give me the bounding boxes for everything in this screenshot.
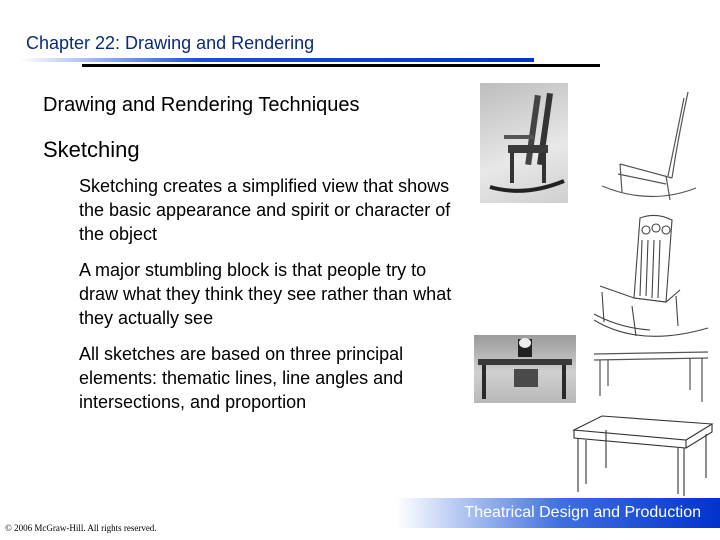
copyright-notice: © 2006 McGraw-Hill. All rights reserved. <box>5 523 157 533</box>
table-photo <box>474 335 576 403</box>
rocking-chair-sketch-detail <box>590 210 714 346</box>
slide-heading: Drawing and Rendering Techniques <box>43 94 360 116</box>
slide-subheading: Sketching <box>43 137 140 162</box>
bullet-text: A major stumbling block is that people try to draw what they think they see rather than what they actually see <box>79 260 452 328</box>
table-sketch-perspective <box>566 412 716 498</box>
bullet-text: All sketches are based on three principal elements: thematic lines, line angles and intersections, and proportion <box>79 344 404 412</box>
bullet-text: Sketching creates a simplified view that shows the basic appearance and spirit or character of the object <box>79 176 451 244</box>
chapter-title: Chapter 22: Drawing and Rendering <box>26 33 315 53</box>
rocking-chair-photo <box>480 83 568 203</box>
table-sketch-simple <box>590 346 714 410</box>
header-blue-rule <box>20 58 534 62</box>
header-black-rule <box>82 64 600 67</box>
rocking-chair-sketch-side <box>600 88 700 210</box>
footer-book-title: Theatrical Design and Production <box>464 504 701 521</box>
